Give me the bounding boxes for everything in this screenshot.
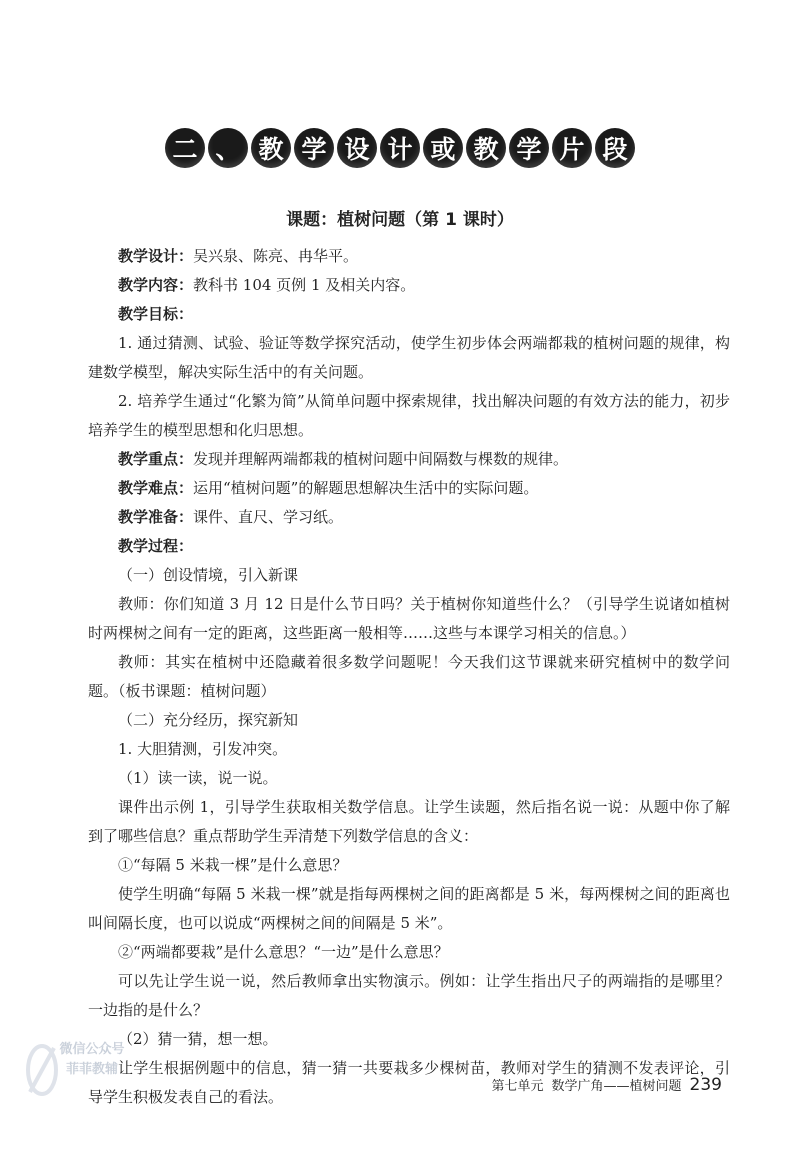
section-title	[0, 128, 800, 168]
design-line	[88, 242, 730, 271]
watermark-figure-icon	[22, 1040, 62, 1100]
footer-unit: 第七单元	[491, 1079, 544, 1094]
process-label: 教学过程：	[118, 537, 194, 555]
process-paragraph: （一）创设情境，引入新课	[118, 566, 299, 584]
preparation-line	[88, 503, 730, 532]
process-heading	[88, 532, 730, 561]
watermark	[22, 1040, 142, 1110]
process-paragraph: （1）读一读，说一说。	[118, 769, 278, 787]
objective-item: 2. 培养学生通过“化繁为简”从简单问题中探索规律，找出解决问题的有效方法的能力，初步培养学生的模型思想和化归思想。	[88, 392, 730, 439]
objectives-heading	[88, 300, 730, 329]
section-title-char: 片	[552, 128, 592, 168]
lesson-body	[88, 242, 730, 1112]
process-paragraph: 使学生明确“每隔 5 米栽一棵”就是指每两棵树之间的距离都是 5 米，每两棵树之间的距离也叫间隔长度，也可以说成“两棵树之间的间隔是 5 米”。	[88, 885, 730, 932]
section-title-char: 设	[337, 128, 377, 168]
content-value: 教科书 104 页例 1 及相关内容。	[193, 276, 416, 294]
content-label: 教学内容：	[118, 276, 194, 294]
section-title-char: 学	[294, 128, 334, 168]
difficulty-value: 运用“植树问题”的解题思想解决生活中的实际问题。	[193, 479, 539, 497]
objectives-label: 教学目标：	[118, 305, 194, 323]
page-number: 239	[689, 1075, 722, 1095]
footer-chapter: 数学广角——植树问题	[551, 1079, 682, 1094]
section-title-char: 教	[251, 128, 291, 168]
process-paragraph: （2）猜一猜，想一想。	[118, 1030, 278, 1048]
lesson-title: 课题：植树问题（第 1 课时）	[286, 210, 514, 230]
design-value: 吴兴泉、陈亮、冉华平。	[193, 247, 359, 265]
section-title-char: 、	[208, 128, 248, 168]
preparation-label: 教学准备：	[118, 508, 194, 526]
page-footer	[492, 1075, 722, 1095]
process-paragraph: ②“两端都要栽”是什么意思？“一边”是什么意思？	[118, 943, 449, 961]
section-title-char: 二	[165, 128, 205, 168]
key-point-line	[88, 445, 730, 474]
difficulty-line	[88, 474, 730, 503]
process-paragraph: 课件出示例 1，引导学生获取相关数学信息。让学生读题，然后指名说一说：从题中你了解到了哪些信息？重点帮助学生弄清楚下列数学信息的含义：	[88, 798, 730, 845]
process-paragraph: 1. 大胆猜测，引发冲突。	[118, 740, 288, 758]
process-paragraph: ①“每隔 5 米栽一棵”是什么意思？	[118, 856, 348, 874]
process-paragraph: （二）充分经历，探究新知	[118, 711, 299, 729]
section-title-char: 教	[466, 128, 506, 168]
design-label: 教学设计：	[118, 247, 194, 265]
section-title-char: 计	[380, 128, 420, 168]
content-line	[88, 271, 730, 300]
section-title-char: 段	[595, 128, 635, 168]
objective-item: 1. 通过猜测、试验、验证等数学探究活动，使学生初步体会两端都栽的植树问题的规律，构建数学模型，解决实际生活中的有关问题。	[88, 334, 730, 381]
key-point-label: 教学重点：	[118, 450, 194, 468]
key-point-value: 发现并理解两端都栽的植树问题中间隔数与棵数的规律。	[193, 450, 569, 468]
section-title-char: 或	[423, 128, 463, 168]
preparation-value: 课件、直尺、学习纸。	[193, 508, 344, 526]
process-paragraph: 让学生根据例题中的信息，猜一猜一共要栽多少棵树苗，教师对学生的猜测不发表评论，引导学生积极发表自己的看法。	[88, 1059, 730, 1106]
process-paragraph: 可以先让学生说一说，然后教师拿出实物演示。例如：让学生指出尺子的两端指的是哪里？一边指的是什么？	[88, 972, 730, 1019]
process-paragraph: 教师：其实在植树中还隐藏着很多数学问题呢！今天我们这节课就来研究植树中的数学问题。（板书课题：植树问题）	[88, 653, 730, 700]
process-paragraph: 教师：你们知道 3 月 12 日是什么节日吗？关于植树你知道些什么？（引导学生说诸如植树时两棵树之间有一定的距离，这些距离一般相等……这些与本课学习相关的信息。）	[88, 595, 730, 642]
watermark-line-2: 菲菲教辅	[65, 1062, 118, 1077]
section-title-char: 学	[509, 128, 549, 168]
difficulty-label: 教学难点：	[118, 479, 194, 497]
watermark-line-1: 微信公众号	[59, 1042, 125, 1057]
